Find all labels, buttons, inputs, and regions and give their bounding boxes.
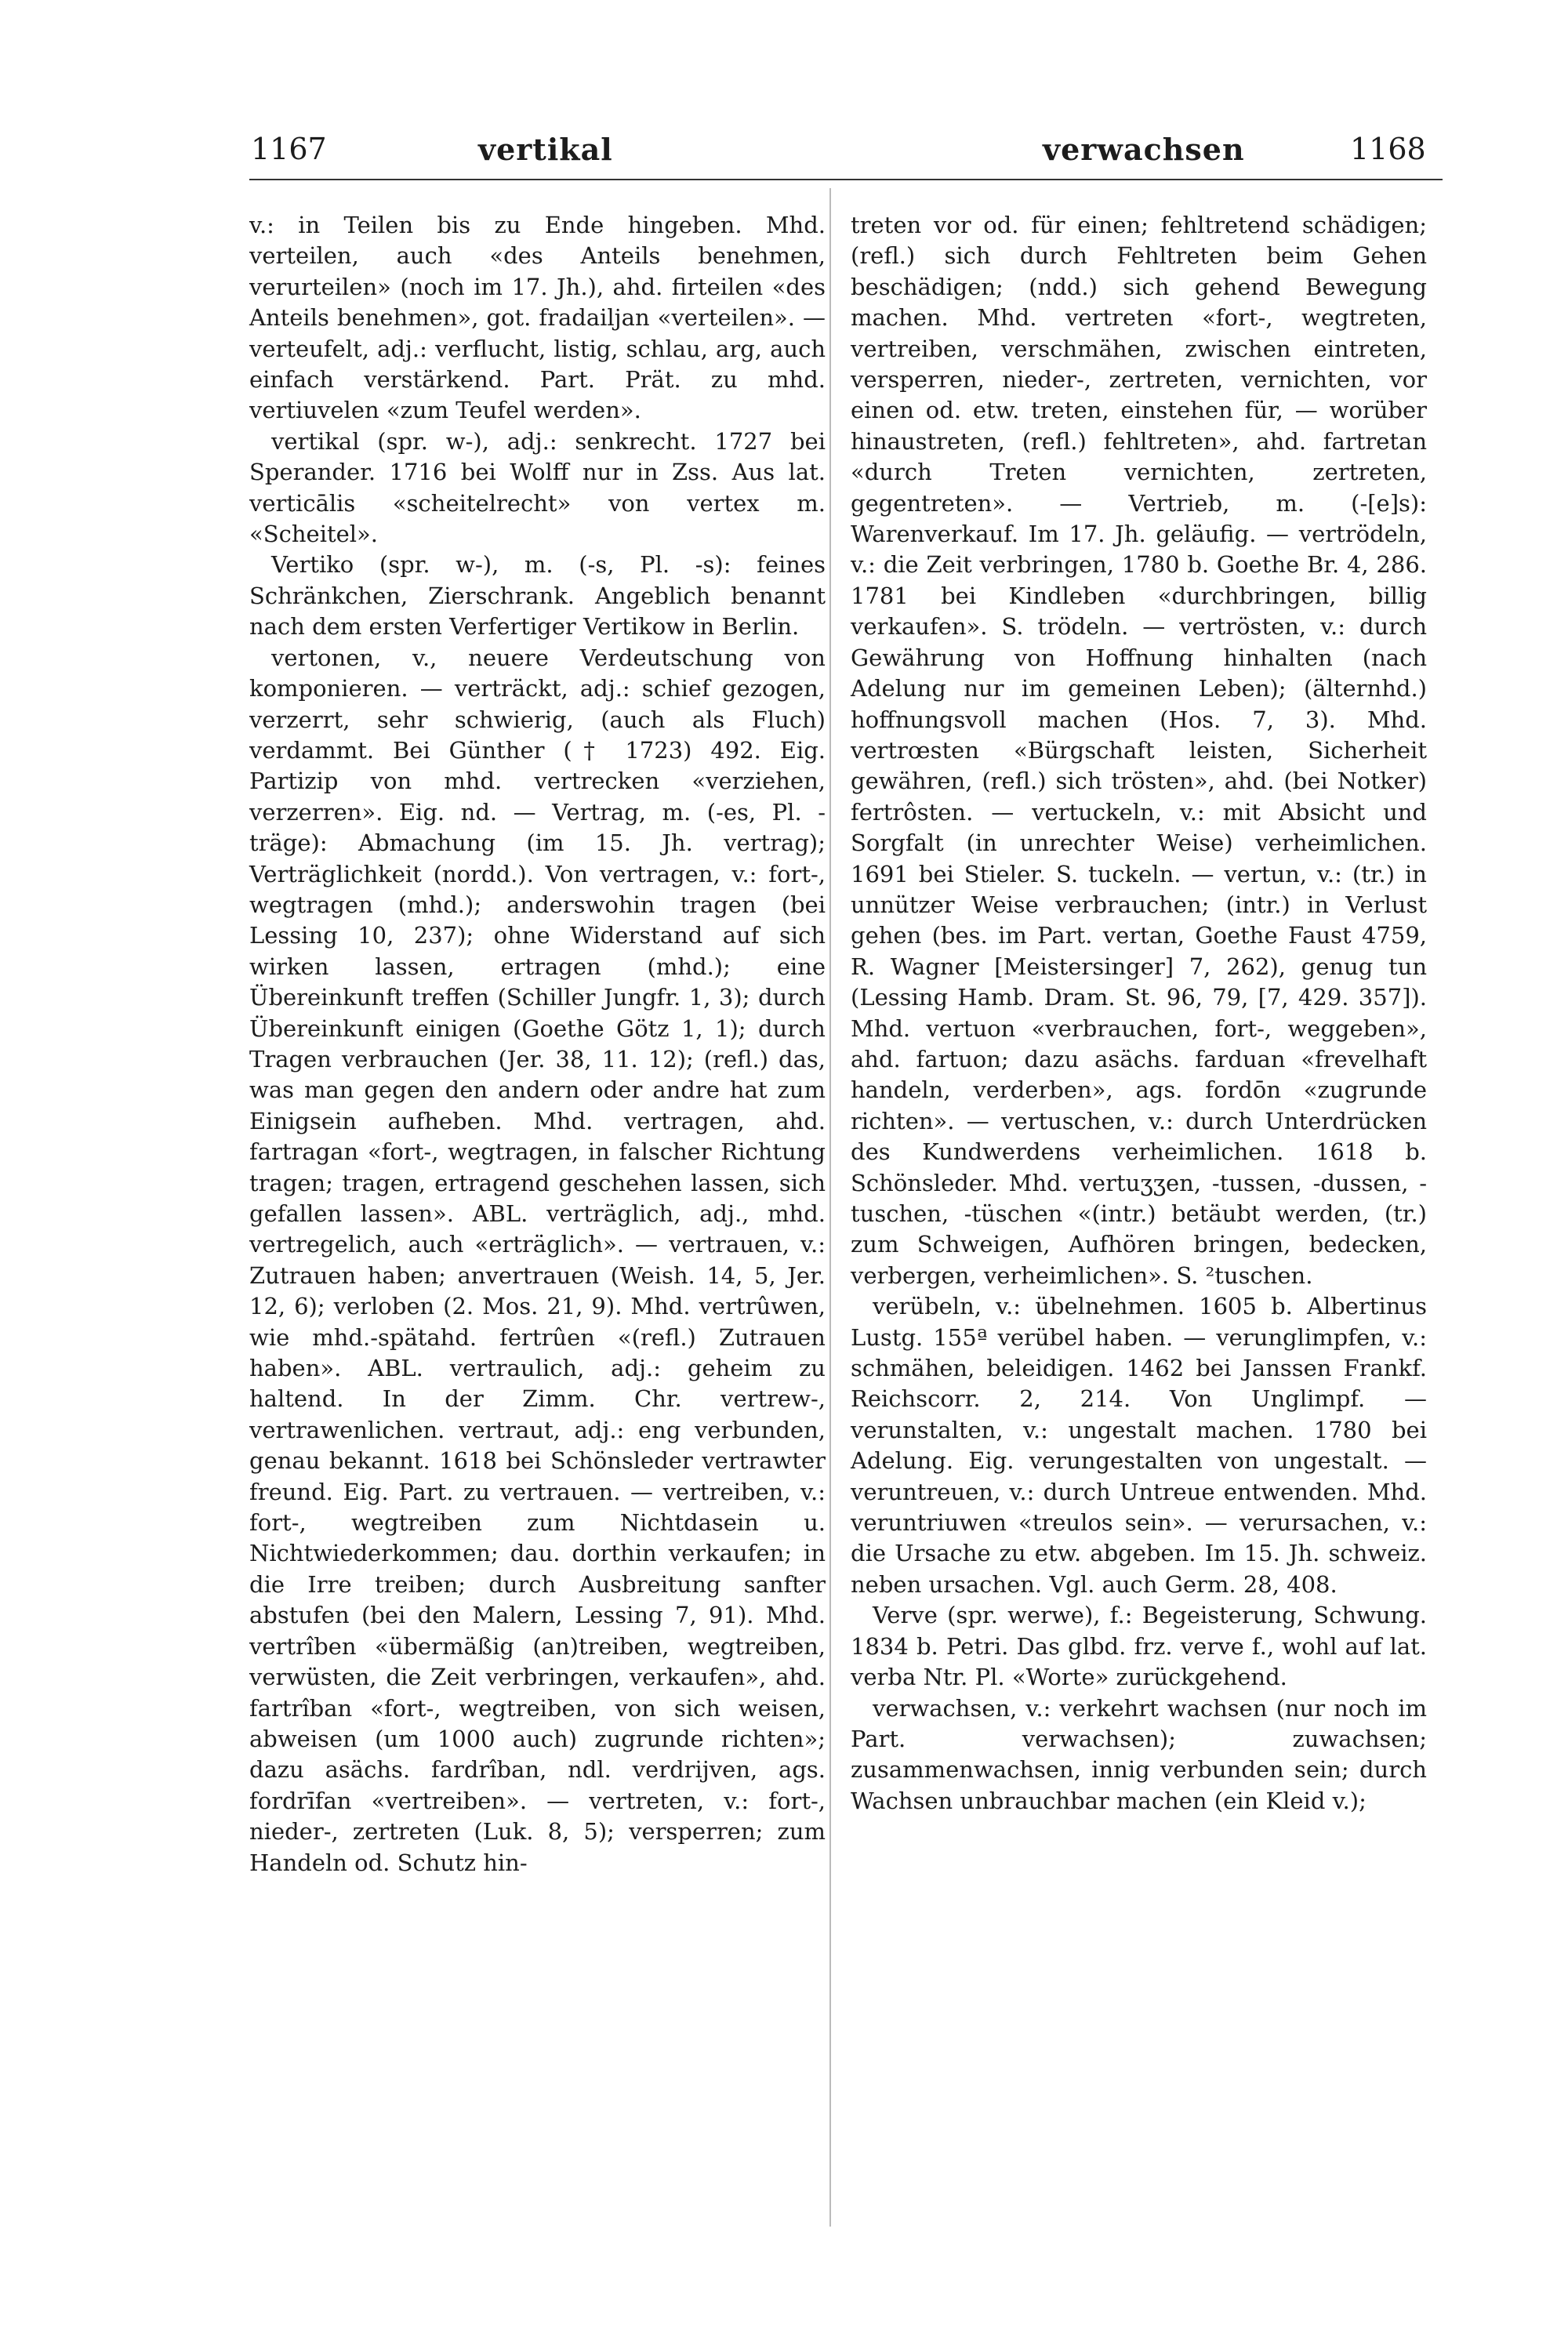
right-paragraph: Verve (spr. werwe), f.: Begeisterung, Schwung. 1834 b. Petri. Das glbd. frz. verve f., wohl auf lat. verba Ntr. Pl. «Worte» zurückgehend. bbox=[851, 1602, 1427, 1691]
left-column bbox=[249, 210, 826, 1878]
column-divider bbox=[829, 188, 831, 2227]
left-paragraph: vertikal (spr. w-), adj.: senkrecht. 1727 bei Sperander. 1716 bei Wolff nur in Zss. Aus lat. verticālis «scheitelrecht» von vertex m. «Scheitel». bbox=[249, 427, 826, 548]
right-paragraph: verwachsen, v.: verkehrt wachsen (nur noch im Part. verwachsen); zuwachsen; zusammenwachsen, innig verbunden sein; durch Wachsen unbrauchbar machen (ein Kleid v.); bbox=[851, 1694, 1427, 1814]
header-rule bbox=[249, 179, 1443, 180]
left-paragraph: Vertiko (spr. w-), m. (-s, Pl. -s): feines Schränkchen, Zierschrank. Angeblich benannt nach dem ersten Verfertiger Vertikow in Berlin. bbox=[249, 551, 826, 641]
right-column bbox=[851, 210, 1427, 1817]
left-paragraph: vertonen, v., neuere Verdeutschung von komponieren. — verträckt, adj.: schief gezogen, verzerrt, sehr schwierig, (auch als Fluch) verdammt. Bei Günther († 1723) 492. Eig. Partizip von mhd. vertrecken «verziehen, verzerren». Eig. nd. — Vertrag, m. (-es, Pl. -träge): Abmachung (im 15. Jh. vertrag); Verträglichkeit (nordd.). Von vertragen, v.: fort-, wegtragen (mhd.); anderswohin tragen (bei Lessing 10, 237); ohne Widerstand auf sich wirken lassen, ertragen (mhd.); eine Übereinkunft treffen (Schiller Jungfr. 1, 3); durch Übereinkunft einigen (Goethe Götz 1, 1); durch Tragen verbrauchen (Jer. 38, 11. 12); (refl.) das, was man gegen den andern oder andre hat zum Einigsein aufheben. Mhd. vertragen, ahd. fartragan «fort-, wegtragen, in falscher Richtung tragen; tragen, ertragend geschehen lassen, sich gefallen lassen». ABL. verträglich, adj., mhd. vertregelich, auch «erträglich». — vertrauen, v.: Zutrauen haben; anvertrauen (Weish. 14, 5, Jer. 12, 6); verloben (2. Mos. 21, 9). Mhd. vertrûwen, wie mhd.-spätahd. fertrûen «(refl.) Zutrauen haben». ABL. vertraulich, adj.: geheim zu haltend. In der Zimm. Chr. vertrew-, vertrawenlichen. vertraut, adj.: eng verbunden, genau bekannt. 1618 bei Schönsleder vertrawter freund. Eig. Part. zu vertrauen. — vertreiben, v.: fort-, wegtreiben zum Nichtdasein u. Nichtwiederkommen; dau. dorthin verkaufen; in die Irre treiben; durch Ausbreitung sanfter abstufen (bei den Malern, Lessing 7, 91). Mhd. vertrîben «übermäßig (an)treiben, wegtreiben, verwüsten, die Zeit verbringen, verkaufen», ahd. fartrîban «fort-, wegtreiben, von sich weisen, abweisen (um 1000 auch) zugrunde richten»; dazu asächs. fardrîban, ndl. verdrijven, ags. fordrīfan «vertreiben». — vertreten, v.: fort-, nieder-, zertreten (Luk. 8, 5); versperren; zum Handeln od. Schutz hin- bbox=[249, 644, 826, 1876]
left-running-headword: vertikal bbox=[478, 132, 613, 167]
right-running-headword: verwachsen bbox=[1043, 132, 1245, 167]
right-page-number: 1168 bbox=[1350, 132, 1426, 166]
left-paragraph: v.: in Teilen bis zu Ende hingeben. Mhd. verteilen, auch «des Anteils benehmen, verurteilen» (noch im 17. Jh.), ahd. firteilen «des Anteils benehmen», got. fradailjan «verteilen». — verteufelt, adj.: verflucht, listig, schlau, arg, auch einfach verstärkend. Part. Prät. zu mhd. vertiuvelen «zum Teufel werden». bbox=[249, 212, 826, 424]
right-paragraph: verübeln, v.: übelnehmen. 1605 b. Albertinus Lustg. 155ª verübel haben. — verunglimpfen, v.: schmähen, beleidigen. 1462 bei Janssen Frankf. Reichscorr. 2, 214. Von Unglimpf. — verunstalten, v.: ungestalt machen. 1780 bei Adelung. Eig. verungestalten von ungestalt. — veruntreuen, v.: durch Untreue entwenden. Mhd. veruntriuwen «treulos sein». — verursachen, v.: die Ursache zu etw. abgeben. Im 15. Jh. schweiz. neben ursachen. Vgl. auch Germ. 28, 408. bbox=[851, 1293, 1427, 1598]
right-paragraph: treten vor od. für einen; fehltretend schädigen; (refl.) sich durch Fehltreten beim Gehen beschädigen; (ndd.) sich gehend Bewegung machen. Mhd. vertreten «fort-, wegtreten, vertreiben, verschmähen, zwischen eintreten, versperren, nieder-, zertreten, vernichten, vor einen od. etw. treten, einstehen für, — worüber hinaustreten, (refl.) fehltreten», ahd. fartretan «durch Treten vernichten, zertreten, gegentreten». — Vertrieb, m. (-[e]s): Warenverkauf. Im 17. Jh. geläufig. — vertrödeln, v.: die Zeit verbringen, 1780 b. Goethe Br. 4, 286. 1781 bei Kindleben «durchbringen, billig verkaufen». S. trödeln. — vertrösten, v.: durch Gewährung von Hoffnung hinhalten (nach Adelung nur im gemeinen Leben); (älternhd.) hoffnungsvoll machen (Hos. 7, 3). Mhd. vertrœsten «Bürgschaft leisten, Sicherheit gewähren, (refl.) sich trösten», ahd. (bei Notker) fertrôsten. — vertuckeln, v.: mit Absicht und Sorgfalt (in unrechter Weise) verheimlichen. 1691 bei Stieler. S. tuckeln. — vertun, v.: (tr.) in unnützer Weise verbrauchen; (intr.) in Verlust gehen (bes. im Part. vertan, Goethe Faust 4759, R. Wagner [Meistersinger] 7, 262), genug tun (Lessing Hamb. Dram. St. 96, 79, [7, 429. 357]). Mhd. vertuon «verbrauchen, fort-, weggeben», ahd. fartuon; dazu asächs. farduan «frevelhaft handeln, verderben», ags. fordōn «zugrunde richten». — vertuschen, v.: durch Unterdrücken des Kundwerdens verheimlichen. 1618 b. Schönsleder. Mhd. vertuʒʒen, -tussen, -dussen, -tuschen, -tüschen «(intr.) betäubt werden, (tr.) zum Schweigen, Aufhören bringen, bedecken, verbergen, verheimlichen». S. ²tuschen. bbox=[851, 212, 1427, 1289]
left-page-number: 1167 bbox=[251, 132, 327, 166]
